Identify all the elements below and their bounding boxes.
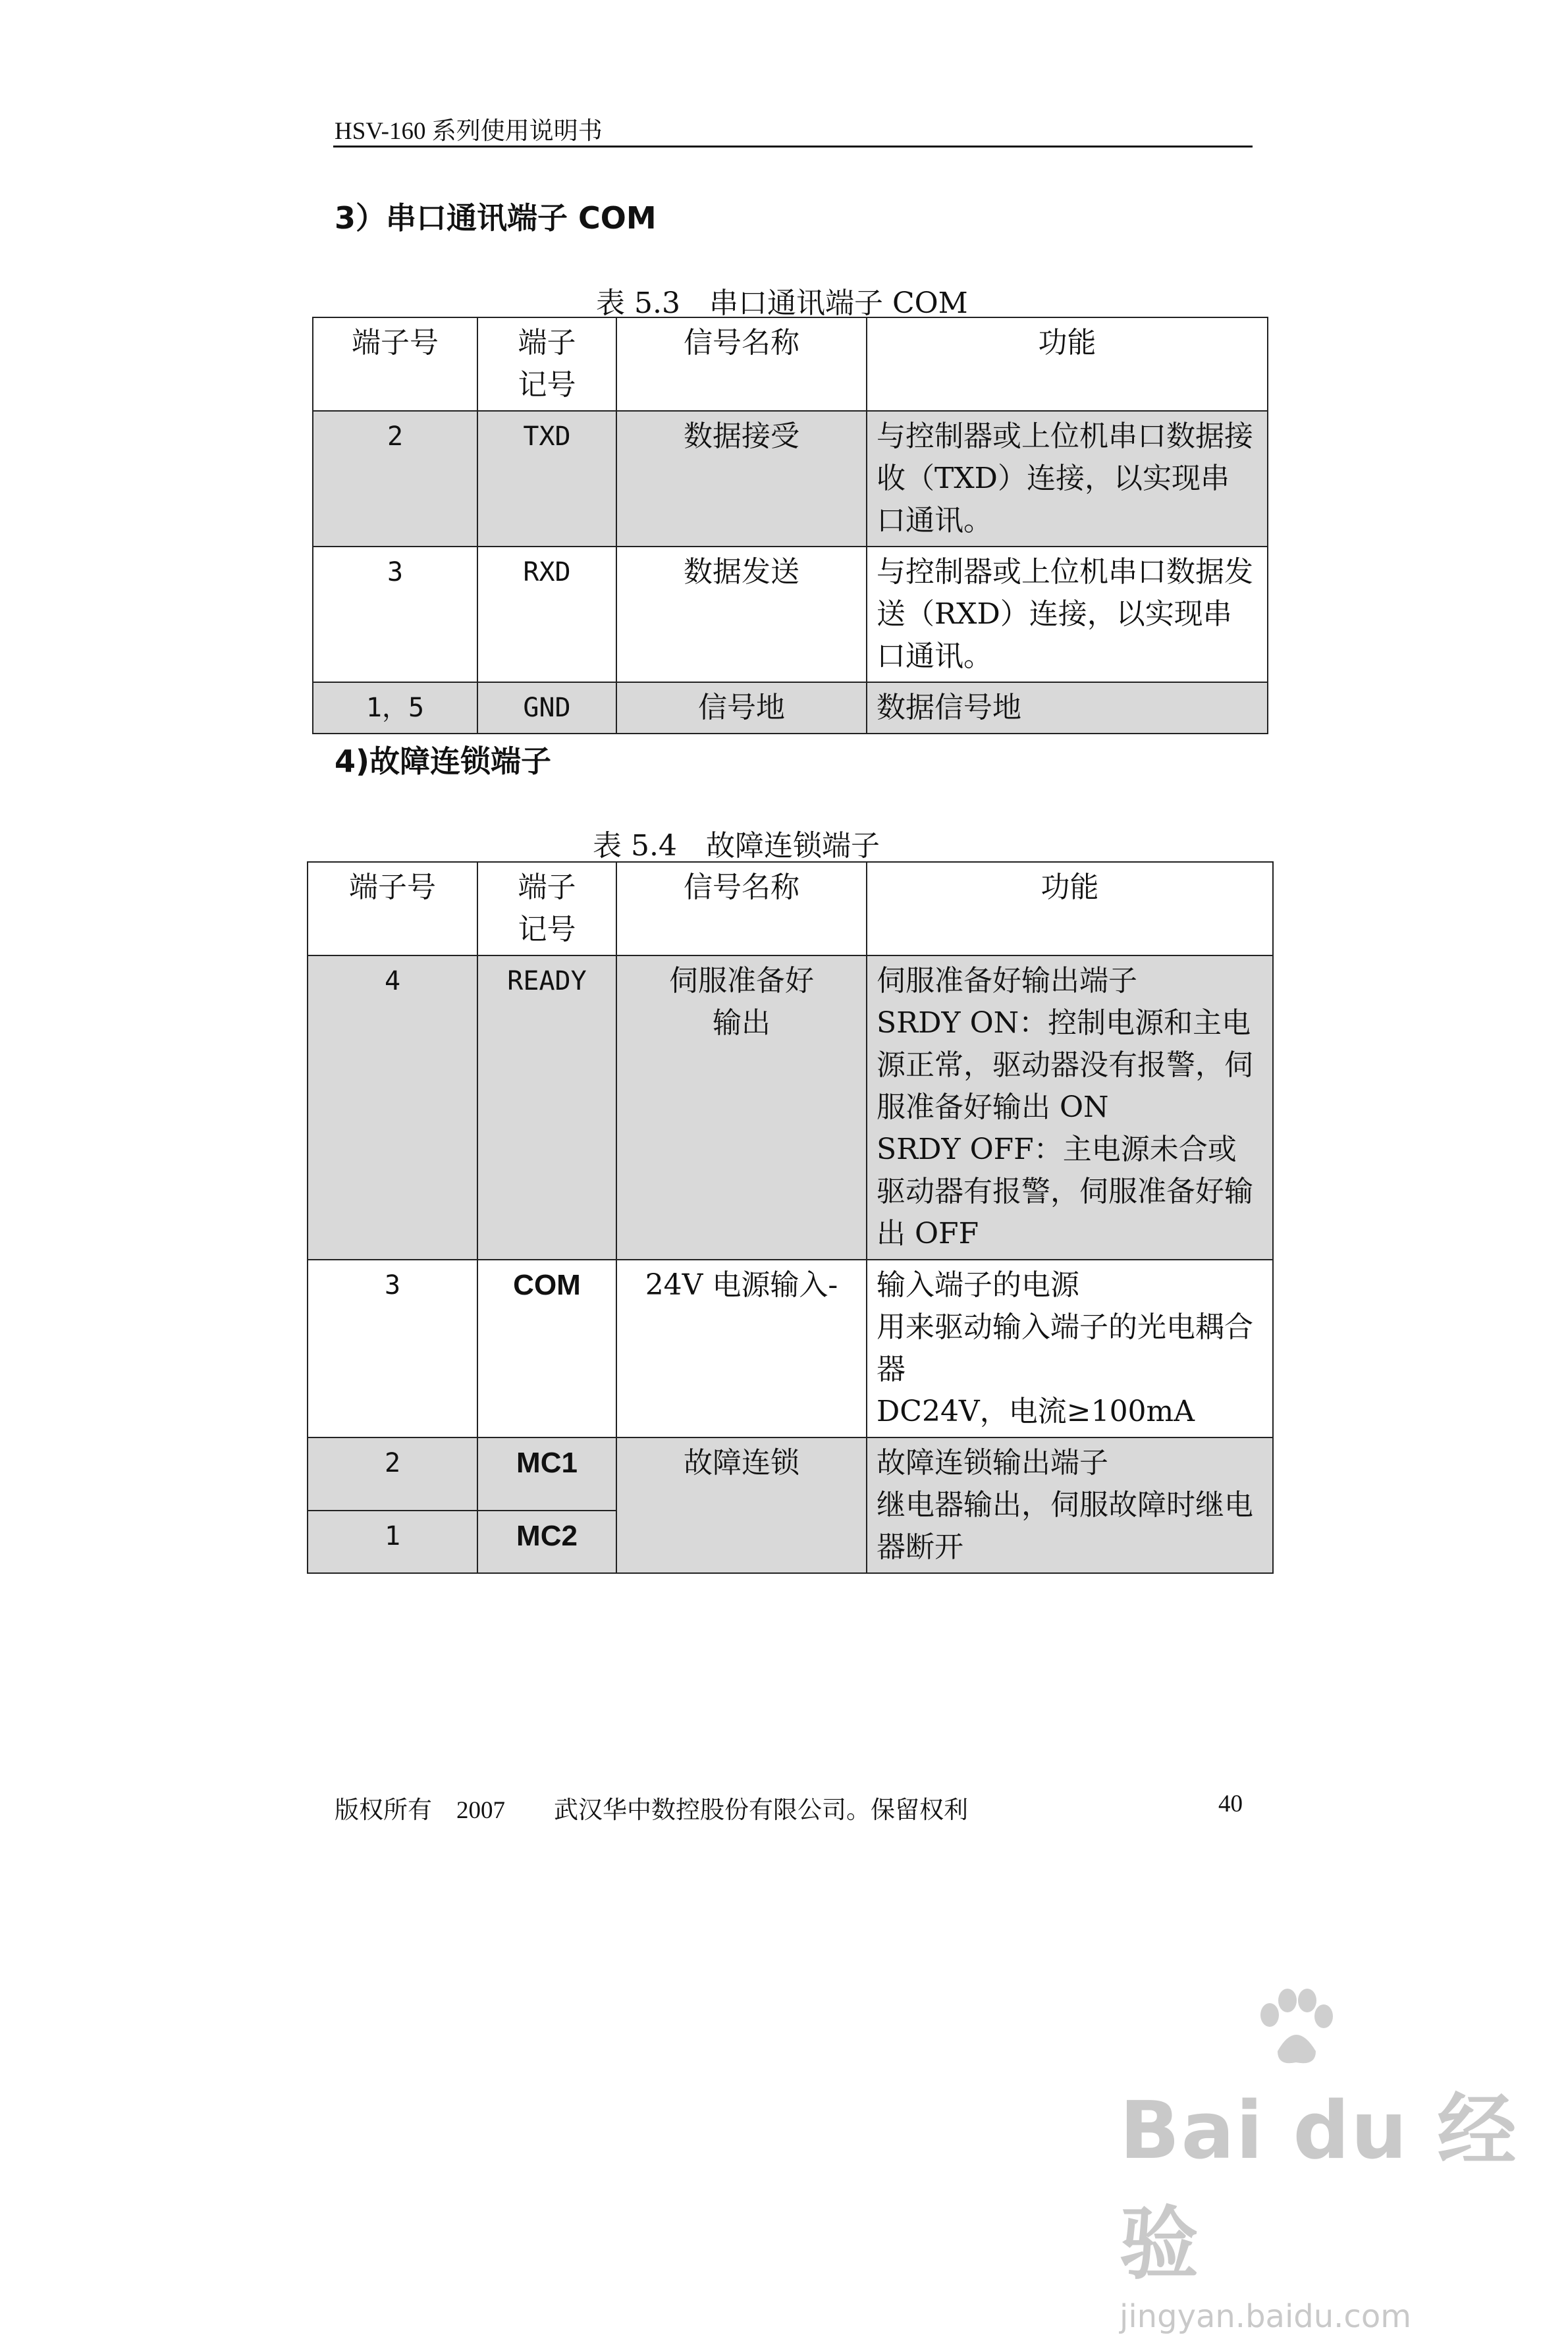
baidu-jingyan-watermark xyxy=(1120,2068,1568,2335)
pin-cell: 3 xyxy=(308,1260,477,1437)
pin-cell: 1 xyxy=(308,1511,477,1573)
function-cell: 与控制器或上位机串口数据发送（RXD）连接，以实现串口通讯。 xyxy=(867,547,1268,682)
col-header-signal: 信号名称 xyxy=(616,317,867,411)
col-header-pin: 端子号 xyxy=(308,862,477,955)
mark-cell: GND xyxy=(477,682,616,734)
pin-cell: 1，5 xyxy=(313,682,477,734)
col-header-mark-text: 端子记号 xyxy=(518,326,576,402)
function-cell: 数据信号地 xyxy=(867,682,1268,734)
table-row xyxy=(308,1260,1273,1437)
pin-cell: 3 xyxy=(313,547,477,682)
col-header-mark-text: 端子记号 xyxy=(518,871,576,946)
function-cell: 故障连锁输出端子 继电器输出，伺服故障时继电器断开 xyxy=(867,1437,1273,1573)
col-header-mark xyxy=(477,317,616,411)
signal-cell xyxy=(616,955,867,1260)
signal-cell: 24V 电源输入- xyxy=(616,1260,867,1437)
function-cell: 输入端子的电源 用来驱动输入端子的光电耦合器 DC24V，电流≥100mA xyxy=(867,1260,1273,1437)
mark-cell: MC2 xyxy=(477,1511,616,1573)
section-3-title: 3）串口通讯端子 COM xyxy=(335,200,657,236)
table-5-4-caption: 表 5.4 故障连锁端子 xyxy=(593,829,880,863)
table-row xyxy=(308,1437,1273,1511)
signal-cell: 信号地 xyxy=(616,682,867,734)
col-header-signal: 信号名称 xyxy=(616,862,867,955)
section-4-title: 4)故障连锁端子 xyxy=(335,743,552,779)
col-header-function: 功能 xyxy=(867,862,1273,955)
table-header-row xyxy=(313,317,1268,411)
col-header-mark xyxy=(477,862,616,955)
function-cell: 与控制器或上位机串口数据接收（TXD）连接，以实现串口通讯。 xyxy=(867,411,1268,547)
table-5-3 xyxy=(312,317,1268,734)
table-row xyxy=(313,547,1268,682)
table-5-3-caption: 表 5.3 串口通讯端子 COM xyxy=(596,286,968,320)
mark-cell: RXD xyxy=(477,547,616,682)
function-cell: 伺服准备好输出端子 SRDY ON：控制电源和主电源正常，驱动器没有报警，伺服准备好输出 ON SRDY OFF：主电源未合或驱动器有报警，伺服准备好输出 OFF xyxy=(867,955,1273,1260)
paw-icon xyxy=(1251,1989,1337,2068)
table-row xyxy=(308,955,1273,1260)
page-number: 40 xyxy=(1218,1790,1243,1817)
signal-text: 伺服准备好输出 xyxy=(669,964,814,1040)
table-row xyxy=(313,682,1268,734)
table-row xyxy=(313,411,1268,547)
mark-cell: MC1 xyxy=(477,1437,616,1511)
signal-cell: 故障连锁 xyxy=(616,1437,867,1573)
header-rule xyxy=(333,146,1253,148)
watermark-url: jingyan.baidu.com xyxy=(1120,2298,1411,2335)
col-header-function: 功能 xyxy=(867,317,1268,411)
mark-cell: TXD xyxy=(477,411,616,547)
pin-cell: 2 xyxy=(313,411,477,547)
mark-cell: READY xyxy=(477,955,616,1260)
footer-copyright: 版权所有 2007 武汉华中数控股份有限公司。保留权利 xyxy=(335,1797,968,1824)
mark-cell: COM xyxy=(477,1260,616,1437)
pin-cell: 4 xyxy=(308,955,477,1260)
signal-cell: 数据接受 xyxy=(616,411,867,547)
signal-cell: 数据发送 xyxy=(616,547,867,682)
document-header-title: HSV-160 系列使用说明书 xyxy=(335,118,603,145)
table-header-row xyxy=(308,862,1273,955)
pin-cell: 2 xyxy=(308,1437,477,1511)
watermark-brand: Bai du 经验 xyxy=(1120,2085,1518,2290)
col-header-pin: 端子号 xyxy=(313,317,477,411)
table-5-4 xyxy=(307,861,1274,1574)
